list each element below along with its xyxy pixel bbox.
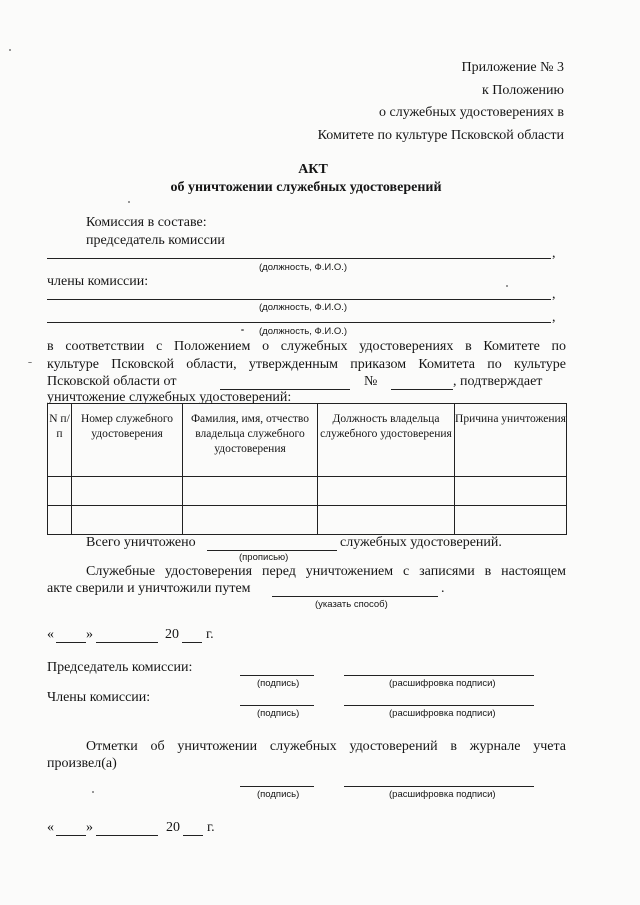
table-cell[interactable] (183, 477, 318, 506)
table-header-row (48, 404, 567, 477)
member-2-comma: , (552, 310, 556, 325)
member-2-hint: (должность, Ф.И.О.) (259, 326, 348, 337)
chair-comma: , (552, 246, 556, 261)
journal-decode-line (344, 786, 534, 787)
table-cell[interactable] (318, 477, 455, 506)
date-day-line (56, 642, 86, 643)
date2-day-line (56, 835, 86, 836)
method-hint: (указать способ) (315, 599, 388, 610)
appendix-line-4: Комитете по культуре Псковской области (317, 128, 564, 143)
verification-end: . (441, 581, 445, 596)
verification-line-1: Служебные удостоверения перед уничтожением с записями в настоящем (86, 564, 566, 579)
total-line (207, 550, 337, 551)
col-header-owner-name: Фамилия, имя, отчество владельца служебного удостоверения (183, 404, 318, 477)
members-signature-line (240, 705, 314, 706)
scan-speck (506, 285, 508, 287)
table-cell[interactable] (72, 477, 183, 506)
commission-chair-label: председатель комиссии (86, 233, 225, 248)
scan-speck (128, 201, 130, 203)
basis-number-sign: № (364, 374, 378, 389)
journal-line-2: произвел(а) (47, 756, 117, 771)
members-signature-label: Члены комиссии: (47, 690, 151, 705)
date-month-line (96, 642, 158, 643)
appendix-line-2: к Положению (481, 83, 564, 98)
chair-decode-hint: (расшифровка подписи) (389, 678, 496, 689)
journal-line-1: Отметки об уничтожении служебных удостоверений в журнале учета (86, 739, 566, 754)
members-signature-hint: (подпись) (257, 708, 300, 719)
total-hint: (прописью) (239, 552, 289, 563)
member-1-comma: , (552, 287, 556, 302)
table-cell[interactable] (48, 506, 72, 535)
basis-line-1: в соответствии с Положением о служебных удостоверениях в Комитете по (47, 339, 566, 354)
col-header-owner-position: Должность владельца служебного удостоверения (318, 404, 455, 477)
appendix-line-3: о служебных удостоверениях в (379, 105, 564, 120)
chair-signature-hint: (подпись) (257, 678, 300, 689)
total-suffix: служебных удостоверений. (340, 535, 502, 550)
date2-close-quote: » (86, 820, 93, 835)
scan-speck (92, 791, 94, 793)
col-header-number: N п/п (48, 404, 72, 477)
commission-composition: Комиссия в составе: (86, 215, 207, 230)
act-subtitle: об уничтожении служебных удостоверений (170, 180, 442, 195)
date2-year-prefix: 20 (166, 820, 180, 835)
table-row (48, 506, 567, 535)
members-decode-hint: (расшифровка подписи) (389, 708, 496, 719)
act-title: АКТ (298, 162, 328, 177)
chair-line (47, 258, 551, 259)
total-label: Всего уничтожено (86, 535, 196, 550)
verification-line-2: акте сверили и уничтожили путем (47, 581, 251, 596)
chair-signature-label: Председатель комиссии: (47, 660, 193, 675)
date-year-suffix: г. (206, 627, 214, 642)
date2-year-line (183, 835, 203, 836)
chair-decode-line (344, 675, 534, 676)
appendix-line-1: Приложение № 3 (461, 60, 564, 75)
table-row (48, 477, 567, 506)
col-header-reason: Причина уничтожения (455, 404, 567, 477)
basis-line-3-start: Псковской области от (47, 374, 177, 389)
date-open-quote: « (47, 627, 54, 642)
chair-hint: (должность, Ф.И.О.) (259, 262, 348, 273)
member-line-1 (47, 299, 551, 300)
member-1-hint: (должность, Ф.И.О.) (259, 302, 348, 313)
date-close-quote: » (86, 627, 93, 642)
col-header-certificate-number: Номер служебного удостоверения (72, 404, 183, 477)
journal-decode-hint: (расшифровка подписи) (389, 789, 496, 800)
basis-line-4: уничтожение служебных удостоверений: (47, 390, 292, 405)
date-year-line (182, 642, 202, 643)
member-line-2 (47, 322, 551, 323)
table-cell[interactable] (455, 477, 567, 506)
basis-line-2: культуре Псковской области, утвержденным приказом Комитета по культуре (47, 357, 566, 372)
table-cell[interactable] (318, 506, 455, 535)
order-number-line (391, 389, 453, 390)
journal-signature-line (240, 786, 314, 787)
date2-month-line (96, 835, 158, 836)
date2-year-suffix: г. (207, 820, 215, 835)
table-cell[interactable] (48, 477, 72, 506)
method-line (272, 596, 438, 597)
scan-speck (9, 49, 11, 51)
basis-line-3-end: , подтверждает (453, 374, 543, 389)
date2-open-quote: « (47, 820, 54, 835)
table-cell[interactable] (183, 506, 318, 535)
table-cell[interactable] (72, 506, 183, 535)
table-cell[interactable] (455, 506, 567, 535)
destruction-table (47, 403, 567, 535)
scan-speck (28, 362, 32, 363)
chair-signature-line (240, 675, 314, 676)
date-year-prefix: 20 (165, 627, 179, 642)
members-decode-line (344, 705, 534, 706)
journal-signature-hint: (подпись) (257, 789, 300, 800)
members-label: члены комиссии: (47, 274, 149, 289)
scan-speck (241, 329, 244, 331)
